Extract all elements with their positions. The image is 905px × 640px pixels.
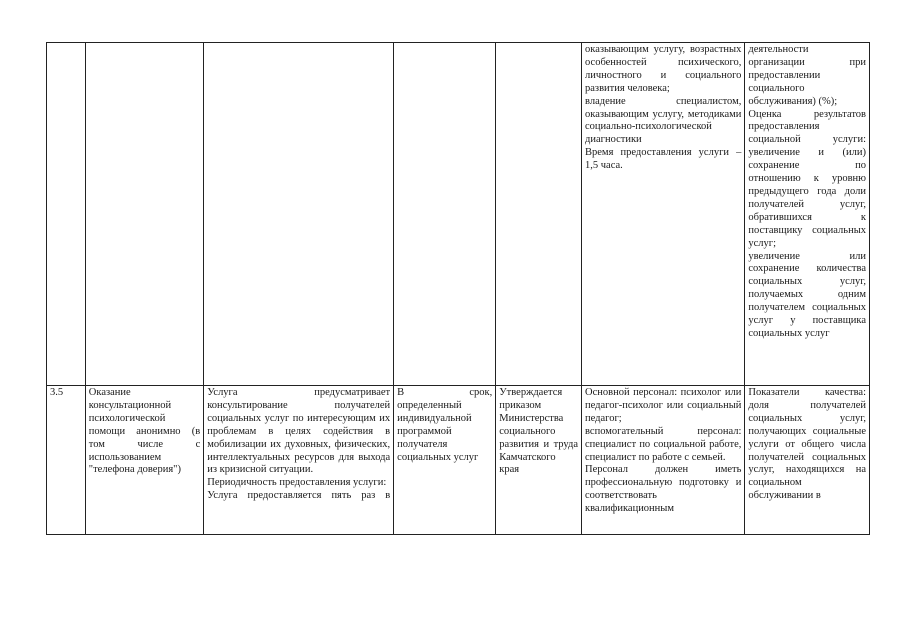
text-paragraph: Услуга предусматривает консультирование получателей социальных услуг по интересующим их проблемам в целях содействия в мобилизации их духовных, физических, интеллектуальных ресурсов для выхода из кризисной ситуации. [207, 387, 391, 476]
text-paragraph: увеличение или сохранение количества социальных услуг, получаемых одним получателем социальных услуг у поставщика социальных услуг [748, 250, 866, 339]
cell-term-empty [394, 43, 496, 386]
text-paragraph: оказывающим услугу, возрастных особенностей психического, личностного и социального развития человека; [585, 44, 742, 94]
document-table [46, 42, 870, 535]
row-number: 3.5 [50, 387, 64, 398]
text-paragraph: Периодичность предоставления услуги: [207, 477, 387, 489]
cell-description [204, 386, 394, 535]
service-name: Оказание консультационной психологической помощи анонимно (в том числе с использованием "телефона доверия") [88, 387, 201, 476]
text-paragraph: Персонал должен иметь профессиональную подготовку и соответствовать квалификационным [585, 464, 742, 515]
text-paragraph: Оценка результатов предоставления социальной услуги: увеличение и (или) сохранение по отношению к уровню предыдущего года доли получателей услуг, обратившихся к поставщику социальных услуг; [748, 108, 866, 249]
cell-staff [582, 386, 745, 535]
term-text: В срок, определенный индивидуальной программой получателя социальных услуг [397, 387, 493, 463]
cell-number [47, 386, 86, 535]
text-paragraph: Показатели качества: доля получателей социальных услуг, получающих социальные услуги от общего числа получателей социальных услуг, находящихся на социальном обслуживании в [748, 387, 866, 502]
cell-approval-empty [496, 43, 582, 386]
text-paragraph: Время предоставления услуги – 1,5 часа. [585, 147, 742, 172]
cell-term [394, 386, 496, 535]
text-paragraph: владение специалистом, оказывающим услугу, методиками социально-психологической диагностики [585, 95, 742, 146]
cell-conditions-continued [582, 43, 745, 386]
cell-name [85, 386, 203, 535]
cell-quality-continued [745, 43, 870, 386]
cell-quality [745, 386, 870, 535]
cell-name-empty [85, 43, 203, 386]
table-row [47, 386, 870, 535]
text-paragraph: деятельности организации при предоставлении социального обслуживания) (%); [748, 44, 866, 107]
table-row [47, 43, 870, 386]
cell-description-empty [204, 43, 394, 386]
text-paragraph: Основной персонал: психолог или педагог-психолог или социальный педагог; [585, 387, 742, 424]
text-paragraph: Услуга предоставляется пять раз в [207, 490, 391, 502]
cell-approval [496, 386, 582, 535]
cell-number-empty [47, 43, 86, 386]
text-paragraph: вспомогательный персонал: специалист по социальной работе, специалист по работе с семьей. [585, 425, 742, 463]
approval-text: Утверждается приказом Министерства социального развития и труда Камчатского края [499, 387, 579, 476]
